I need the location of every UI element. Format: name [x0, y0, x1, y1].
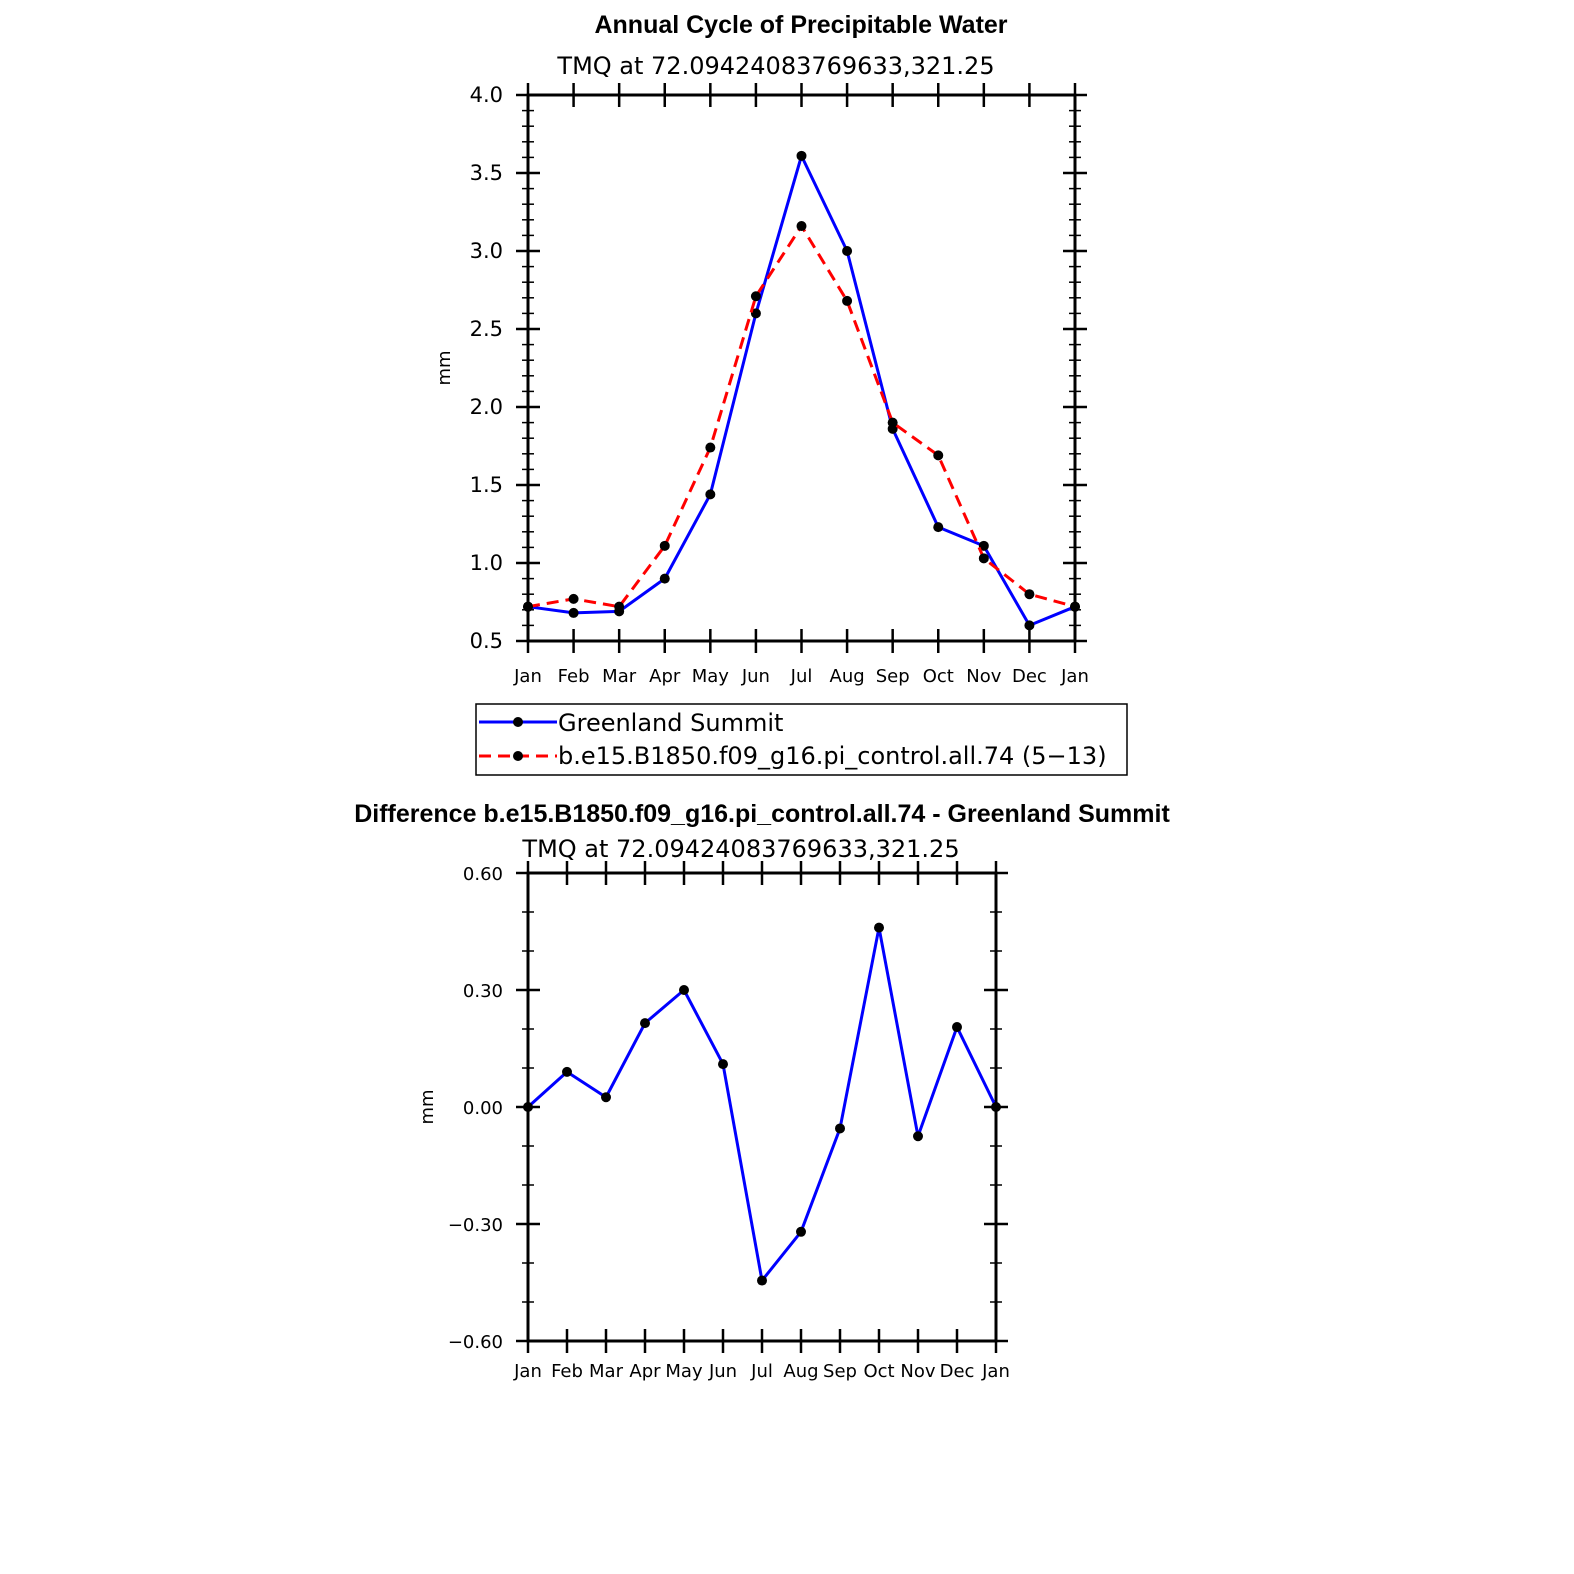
- chart2-y-axis-label: mm: [417, 1089, 438, 1125]
- c2-xtick-label: Feb: [551, 1361, 583, 1382]
- c1-series-0-point: [1024, 620, 1034, 630]
- c1-ytick-label: 0.5: [469, 629, 503, 653]
- c1-series-1-point: [569, 594, 579, 604]
- chart1-series: [523, 151, 1080, 631]
- chart1-legend: [476, 704, 1127, 775]
- c2-ytick-label: 0.30: [462, 981, 503, 1002]
- c1-series-1-point: [842, 296, 852, 306]
- c1-series-1-point: [797, 221, 807, 231]
- c1-series-1-point: [705, 443, 715, 453]
- c1-ytick-label: 3.0: [469, 239, 503, 263]
- c2-xtick-label: Jul: [751, 1361, 773, 1382]
- chart1-y-axis-label: mm: [434, 350, 455, 386]
- c1-xtick-label: Oct: [922, 666, 954, 687]
- c1-ytick-label: 1.5: [469, 473, 503, 497]
- difference-chart: [354, 800, 1170, 1382]
- chart1-title: Annual Cycle of Precipitable Water: [594, 11, 1008, 39]
- c2-series-0-point: [874, 923, 884, 933]
- c2-series-0-point: [640, 1018, 650, 1028]
- c1-xtick-label: Jan: [514, 666, 542, 687]
- c2-series-0-point: [679, 985, 689, 995]
- chart2-subtitle: TMQ at 72.09424083769633,321.25: [522, 835, 960, 863]
- c2-series-0-point: [562, 1067, 572, 1077]
- c1-series-1-point: [751, 291, 761, 301]
- c2-xtick-label: Oct: [863, 1361, 895, 1382]
- c1-xtick-label: Apr: [649, 666, 681, 687]
- c2-ytick-label: 0.00: [462, 1098, 503, 1119]
- c2-xtick-label: Jan: [514, 1361, 542, 1382]
- annual-cycle-chart: [434, 11, 1089, 687]
- chart2-title: Difference b.e15.B1850.f09_g16.pi_control.all.74 - Greenland Summit: [354, 800, 1170, 828]
- c1-ytick-label: 2.0: [469, 395, 503, 419]
- legend-entry-model: [479, 742, 1107, 770]
- c2-xtick-label: Jun: [708, 1361, 738, 1382]
- c2-xtick-label: Sep: [823, 1361, 857, 1382]
- c1-xtick-label: Sep: [875, 666, 910, 687]
- c2-xtick-label: May: [665, 1361, 703, 1382]
- c1-xtick-label: Nov: [966, 666, 1002, 687]
- c2-series-0-point: [796, 1227, 806, 1237]
- legend-marker-greenland-summit: [513, 717, 523, 727]
- legend-label-greenland-summit: Greenland Summit: [558, 709, 784, 737]
- c1-xtick-label: Jul: [790, 666, 813, 687]
- chart1-x-axis: [513, 83, 1089, 687]
- chart1-subtitle: TMQ at 72.09424083769633,321.25: [557, 52, 995, 80]
- c1-series-0-point: [660, 574, 670, 584]
- c1-series-0-point: [933, 522, 943, 532]
- c2-xtick-label: Nov: [900, 1361, 936, 1382]
- c1-series-0-point: [842, 246, 852, 256]
- c2-ytick-label: −0.30: [447, 1215, 503, 1236]
- c2-series-0-point: [601, 1092, 611, 1102]
- chart2-plot-frame: [528, 873, 996, 1341]
- legend-marker-model: [513, 751, 523, 761]
- c2-series-0-point: [913, 1131, 923, 1141]
- c2-xtick-label: Mar: [589, 1361, 623, 1382]
- c1-series-1-point: [614, 602, 624, 612]
- c2-xtick-label: Aug: [783, 1361, 819, 1382]
- c1-ytick-label: 4.0: [469, 83, 503, 107]
- c1-series-1-point: [523, 602, 533, 612]
- c2-series-line-0: [528, 928, 996, 1281]
- c2-xtick-label: Apr: [629, 1361, 661, 1382]
- c2-series-0-point: [991, 1102, 1001, 1112]
- chart2-x-axis: [513, 861, 1010, 1382]
- c2-xtick-label: Dec: [939, 1361, 975, 1382]
- legend-label-model: b.e15.B1850.f09_g16.pi_control.all.74 (5−13): [558, 742, 1107, 770]
- c1-series-0-point: [705, 489, 715, 499]
- c1-ytick-label: 3.5: [469, 161, 503, 185]
- c1-series-1-point: [933, 450, 943, 460]
- c1-series-1-point: [660, 541, 670, 551]
- c1-series-0-point: [569, 608, 579, 618]
- chart2-series: [523, 923, 1001, 1286]
- c1-series-1-point: [1024, 589, 1034, 599]
- c2-xtick-label: Jan: [982, 1361, 1010, 1382]
- c1-series-1-point: [979, 553, 989, 563]
- c1-xtick-label: Aug: [829, 666, 865, 687]
- c1-ytick-label: 1.0: [469, 551, 503, 575]
- c1-series-1-point: [1070, 602, 1080, 612]
- c1-xtick-label: Jan: [1061, 666, 1089, 687]
- c2-series-0-point: [835, 1123, 845, 1133]
- c2-ytick-label: −0.60: [447, 1332, 503, 1353]
- c2-series-0-point: [757, 1276, 767, 1286]
- c2-series-0-point: [952, 1022, 962, 1032]
- c2-series-0-point: [718, 1059, 728, 1069]
- c1-series-1-point: [888, 418, 898, 428]
- c1-xtick-label: Dec: [1011, 666, 1047, 687]
- c2-ytick-label: 0.60: [462, 864, 503, 885]
- c1-xtick-label: May: [691, 666, 729, 687]
- c1-xtick-label: Jun: [741, 666, 770, 687]
- c1-xtick-label: Feb: [557, 666, 590, 687]
- c1-ytick-label: 2.5: [469, 317, 503, 341]
- c1-series-line-1: [528, 226, 1075, 607]
- c2-series-0-point: [523, 1102, 533, 1112]
- c1-xtick-label: Mar: [602, 666, 637, 687]
- c1-series-0-point: [797, 151, 807, 161]
